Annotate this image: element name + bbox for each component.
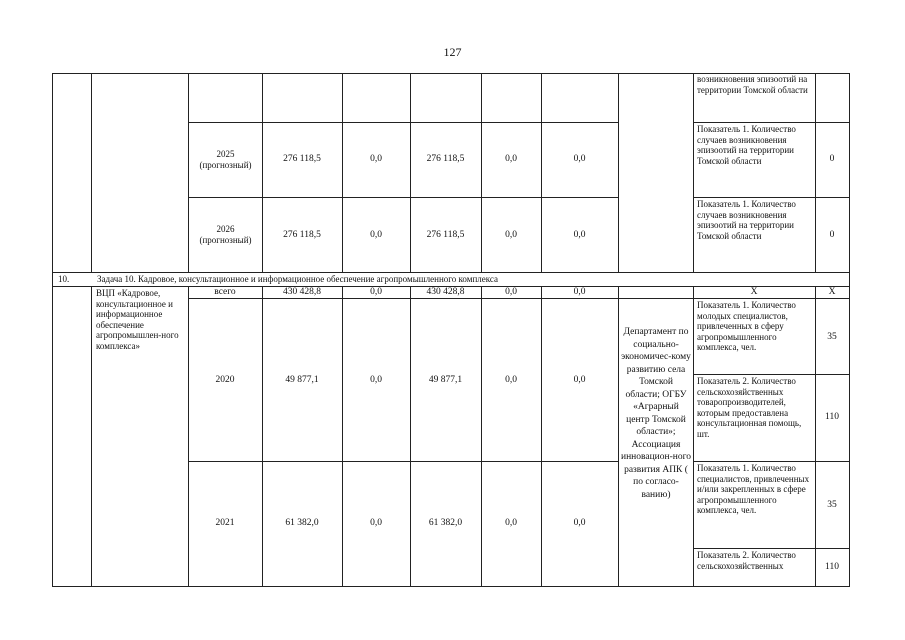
- table-cell-year: 2021: [215, 518, 235, 528]
- page-number: 127: [443, 45, 462, 59]
- indicator-text: Показатель 2. Количество сельскохозяйственных: [697, 550, 796, 571]
- row-divider: [693, 197, 850, 198]
- indicator-text: возникновения эпизоотий на территории Томской области: [697, 74, 808, 95]
- row-divider: [693, 374, 850, 375]
- col-border: [481, 73, 482, 272]
- table-cell-year: 2025: [216, 149, 235, 159]
- row-divider: [693, 122, 850, 123]
- indicator-value: 35: [827, 332, 837, 342]
- indicator-value: 110: [825, 562, 839, 572]
- col-border: [815, 73, 816, 272]
- table-cell-year: 2020: [215, 375, 235, 385]
- table-cell: 0,0: [505, 375, 517, 385]
- indicator-text: Показатель 1. Количество специалистов, привлеченных и/или закрепленных в сфере агропромышленного комплекса, чел.: [697, 463, 810, 515]
- table-cell-note: (прогнозный): [199, 160, 252, 170]
- table-cell: 0,0: [505, 154, 517, 164]
- table-cell: 0,0: [573, 375, 586, 385]
- indicator-text: Показатель 1. Количество молодых специалистов, привлеченных в сферу агропромышленного комплекса, чел.: [697, 300, 796, 352]
- table-cell: 0,0: [573, 287, 586, 297]
- table-cell: Х: [750, 287, 758, 297]
- col-border: [618, 286, 619, 586]
- indicator-text: Показатель 1. Количество случаев возникновения эпизоотий на территории Томской области: [697, 124, 796, 166]
- col-border: [91, 286, 92, 586]
- col-border: [541, 286, 542, 586]
- col-border: [481, 286, 482, 586]
- program-name: ВЦП «Кадровое, консультационное и информационное обеспечение агропромышлен-ного комплекса»: [96, 288, 179, 351]
- col-border: [410, 73, 411, 272]
- table-cell: 49 877,1: [428, 375, 463, 385]
- table-cell: 0,0: [370, 287, 382, 297]
- col-border: [410, 286, 411, 586]
- table-cell: 0,0: [370, 230, 382, 240]
- col-border: [342, 286, 343, 586]
- indicator-text: Показатель 2. Количество сельскохозяйственных товаропроизводителей, которым предоставлена консультационная помощь, шт.: [697, 376, 802, 439]
- col-border: [815, 286, 816, 586]
- table-cell: 430 428,8: [283, 287, 321, 297]
- table-cell: 276 118,5: [283, 230, 321, 240]
- table-cell: Х: [828, 287, 836, 297]
- col-border: [693, 73, 694, 272]
- indicator-value: 0: [829, 230, 835, 240]
- row-divider: [188, 461, 618, 462]
- indicator-value: 35: [827, 500, 837, 510]
- col-border: [849, 73, 850, 586]
- row-divider: [693, 548, 850, 549]
- row-divider: [188, 298, 850, 299]
- table-cell-note: (прогнозный): [199, 235, 252, 245]
- table-cell: 0,0: [370, 518, 382, 528]
- table-cell: 276 118,5: [426, 230, 465, 240]
- col-border: [262, 73, 263, 272]
- col-border: [618, 73, 619, 272]
- indicator-value: 0: [829, 154, 835, 164]
- table-cell: 0,0: [505, 518, 517, 528]
- table-cell: 61 382,0: [285, 518, 319, 528]
- col-border: [342, 73, 343, 272]
- table-cell: 0,0: [505, 230, 517, 240]
- table-cell-year: 2026: [216, 224, 235, 234]
- executor-text: Департамент по социально-экономичес-кому развитию села Томской области; ОГБУ «Аграрный центр Томской области»; Ассоциация инновацион-ного развития АПК ( по согласо-ванию): [621, 327, 691, 500]
- table-cell: 49 877,1: [285, 375, 319, 385]
- table-cell: 0,0: [370, 375, 382, 385]
- task-number: 10.: [58, 274, 70, 284]
- table-cell: 430 428,8: [426, 287, 465, 297]
- task-title: Задача 10. Кадровое, консультационное и информационное обеспечение агропромышленного комплекса: [97, 274, 498, 284]
- table-cell: 276 118,5: [426, 154, 465, 164]
- table-cell: 0,0: [573, 230, 586, 240]
- row-divider: [693, 461, 850, 462]
- row-divider: [52, 272, 850, 273]
- col-border: [541, 73, 542, 272]
- table-cell: 61 382,0: [428, 518, 463, 528]
- table-cell: 0,0: [573, 154, 586, 164]
- col-border: [693, 286, 694, 586]
- table-cell: 276 118,5: [283, 154, 321, 164]
- col-border: [52, 73, 53, 586]
- table-cell: 0,0: [573, 518, 586, 528]
- table-cell: 0,0: [505, 287, 517, 297]
- indicator-value: 110: [825, 412, 839, 422]
- table-cell: 0,0: [370, 154, 382, 164]
- row-divider: [188, 197, 618, 198]
- col-border: [91, 73, 92, 272]
- col-border: [188, 286, 189, 586]
- row-divider: [188, 122, 618, 123]
- col-border: [262, 286, 263, 586]
- indicator-text: Показатель 1. Количество случаев возникновения эпизоотий на территории Томской области: [697, 199, 796, 241]
- table-cell: всего: [214, 287, 236, 297]
- table-bottom-border: [52, 586, 850, 587]
